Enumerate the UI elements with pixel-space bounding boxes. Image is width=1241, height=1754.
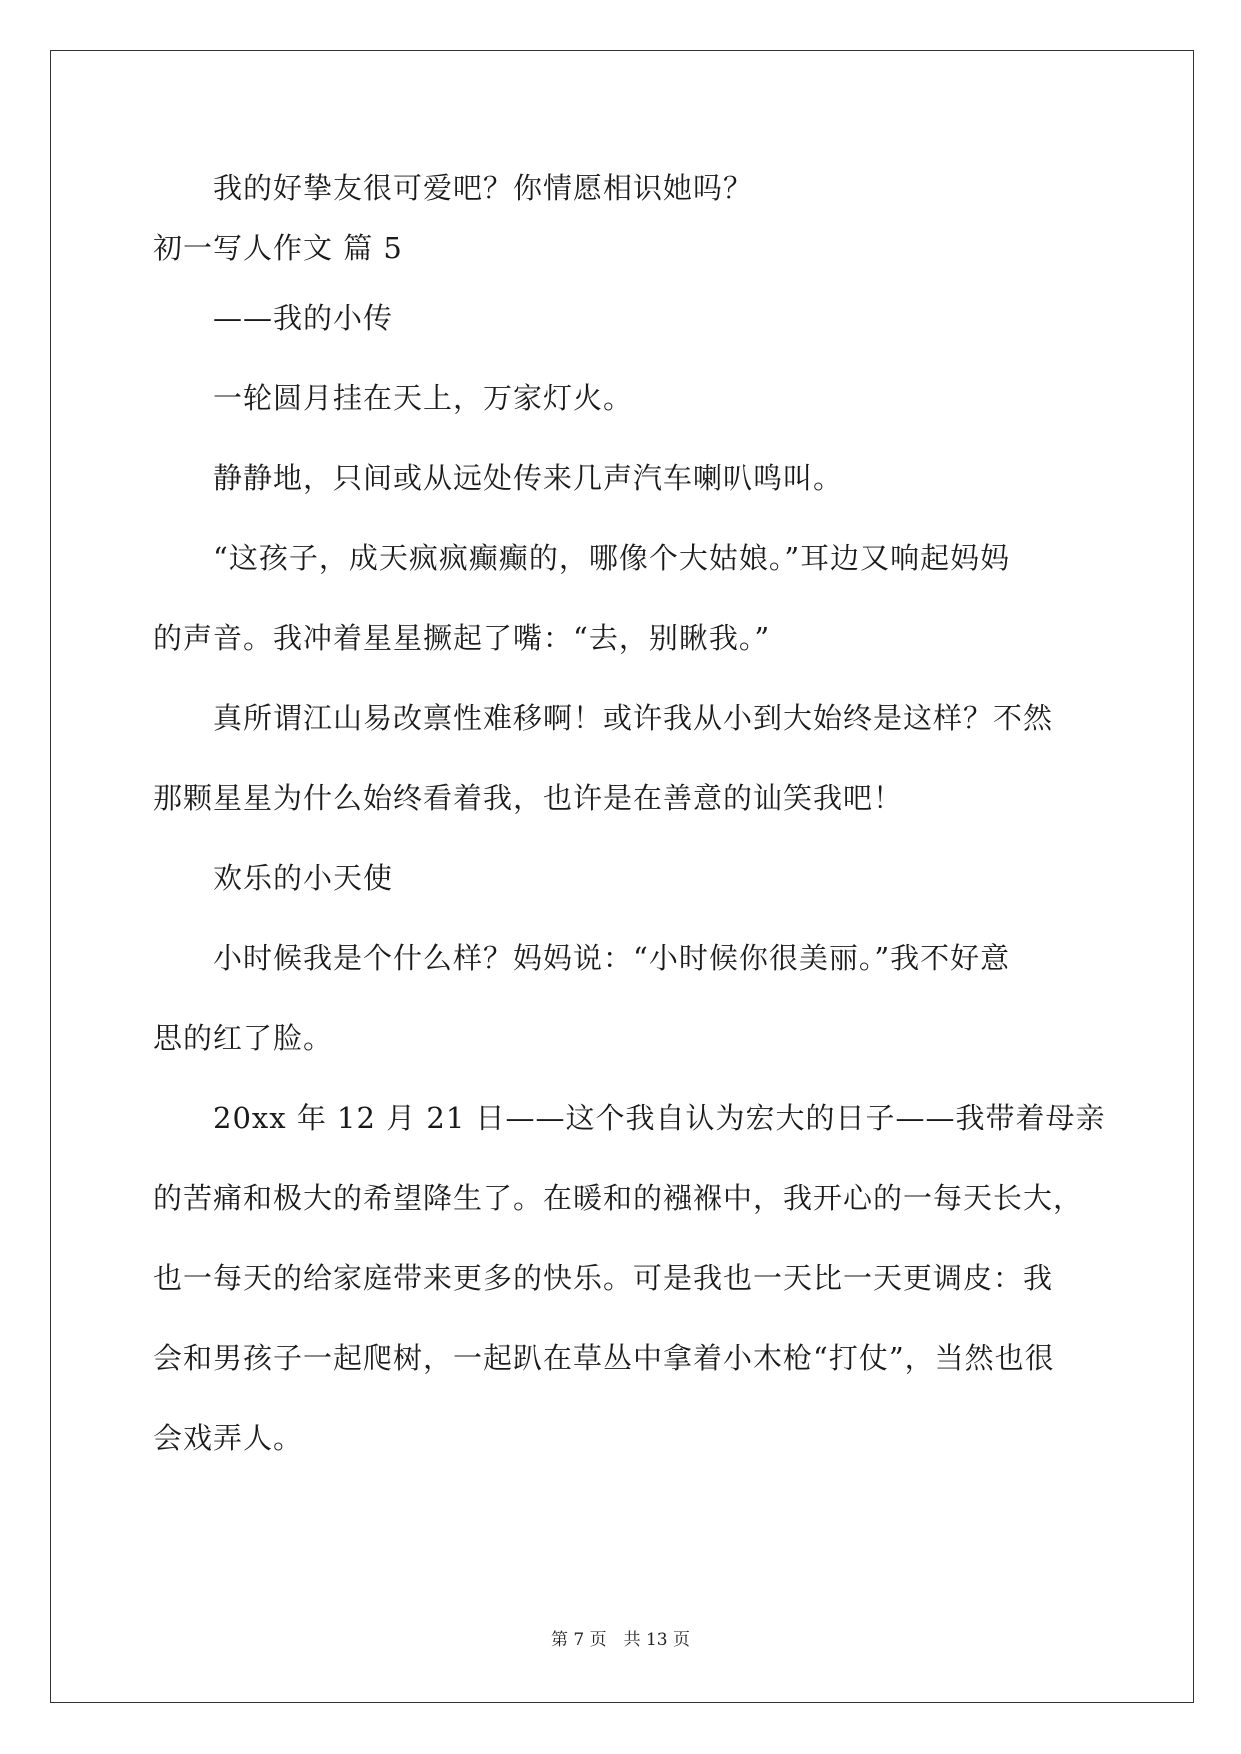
text-line: 一轮圆月挂在天上，万家灯火。 [213,381,634,415]
text-line: “这孩子，成天疯疯癫癫的，哪像个大姑娘。”耳边又响起妈妈 [213,541,1011,575]
text-line: 会和男孩子一起爬树，一起趴在草丛中拿着小木枪“打仗”，当然也很 [153,1341,1055,1375]
section-heading: 初一写人作文 篇 5 [153,231,403,265]
text-line: 20xx 年 12 月 21 日——这个我自认为宏大的日子——我带着母亲 [213,1101,1106,1135]
text-line: 那颗星星为什么始终看着我，也许是在善意的讪笑我吧！ [153,781,904,815]
text-line: 的苦痛和极大的希望降生了。在暖和的襁褓中，我开心的一每天长大， [153,1181,1084,1215]
text-line: 真所谓江山易改禀性难移啊！或许我从小到大始终是这样？不然 [213,701,1054,735]
text-line: 思的红了脸。 [153,1021,334,1055]
text-line: 的声音。我冲着星星撅起了嘴：“去，别瞅我。” [153,621,771,655]
text-line: ——我的小传 [213,301,394,335]
text-line: 小时候我是个什么样？妈妈说：“小时候你很美丽。”我不好意 [213,941,1011,975]
text-line: 欢乐的小天使 [213,861,394,895]
text-line: 也一每天的给家庭带来更多的快乐。可是我也一天比一天更调皮：我 [153,1261,1054,1295]
text-line: 静静地，只间或从远处传来几声汽车喇叭鸣叫。 [213,461,844,495]
text-line: 我的好挚友很可爱吧？你情愿相识她吗？ [213,171,754,205]
page-number: 第 7 页 共 13 页 [550,1630,691,1650]
text-line: 会戏弄人。 [153,1421,304,1455]
